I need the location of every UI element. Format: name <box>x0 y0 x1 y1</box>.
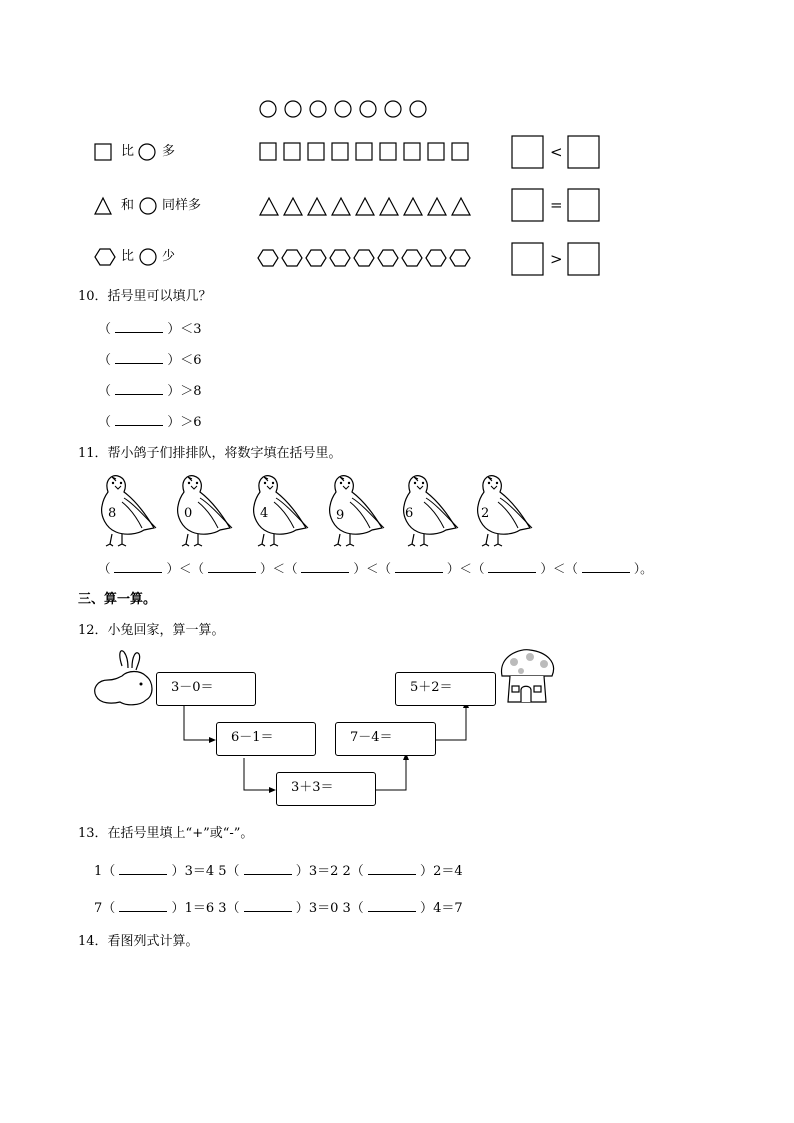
equation-box[interactable]: 5＋2＝ <box>395 672 496 706</box>
answer-blank[interactable] <box>119 863 167 875</box>
answer-blank[interactable] <box>115 383 163 395</box>
equation-box[interactable]: 3＋3＝ <box>276 772 376 806</box>
operator: < <box>550 143 563 161</box>
q10-item: （ ）＞8 <box>98 384 202 399</box>
circle-row <box>260 101 426 117</box>
legend-text: 多 <box>162 144 176 159</box>
equation-box[interactable]: 3－0＝ <box>156 672 256 706</box>
pigeon-number: 9 <box>336 508 345 523</box>
section-title: 三、算一算。 <box>78 592 157 607</box>
q10-item: （ ）＞6 <box>98 415 202 430</box>
q13-row: 1（ ）3＝4 5（ ）3＝2 2（ ）2＝4 <box>94 864 463 879</box>
q13-row: 7（ ）1＝6 3（ ）3＝0 3（ ）4＝7 <box>94 901 463 916</box>
answer-box <box>512 243 543 275</box>
compare-figure <box>0 0 794 290</box>
answer-blank[interactable] <box>244 900 292 912</box>
legend-text: 少 <box>162 249 176 264</box>
legend-text: 同样多 <box>162 198 202 213</box>
equation-box[interactable]: 6－1＝ <box>216 722 316 756</box>
q10-item: （ ）＜3 <box>98 322 202 337</box>
operator: = <box>550 196 563 214</box>
square-row <box>260 143 468 160</box>
q10-title: 10．括号里可以填几？ <box>78 289 212 304</box>
square-icon <box>95 144 111 160</box>
answer-box <box>512 136 543 168</box>
mushroom-house-icon <box>502 650 554 702</box>
pigeon-number: 0 <box>184 506 193 521</box>
q12-title: 12．小兔回家，算一算。 <box>78 623 225 638</box>
answer-blank[interactable] <box>119 900 167 912</box>
operator: > <box>550 250 563 268</box>
triangle-icon <box>95 198 111 214</box>
answer-blank[interactable] <box>395 561 443 573</box>
q13-title: 13．在括号里填上“+”或“-”。 <box>78 826 254 841</box>
pigeon-number: 2 <box>481 506 490 521</box>
hexagon-icon <box>95 249 115 265</box>
q14-title: 14．看图列式计算。 <box>78 934 199 949</box>
hexagon-row <box>258 250 470 266</box>
circle-icon <box>140 249 156 265</box>
answer-blank[interactable] <box>115 414 163 426</box>
circle-icon <box>139 144 155 160</box>
answer-blank[interactable] <box>368 900 416 912</box>
rabbit-icon <box>95 651 152 705</box>
answer-blank[interactable] <box>115 321 163 333</box>
answer-box <box>568 189 599 221</box>
q11-order-row: （ ）＜（ ）＜（ ）＜（ ）＜（ ）＜（ ）。 <box>98 561 653 576</box>
pigeon-number: 4 <box>260 506 269 521</box>
triangle-row <box>260 198 470 215</box>
answer-blank[interactable] <box>114 561 162 573</box>
answer-blank[interactable] <box>115 352 163 364</box>
answer-blank[interactable] <box>582 561 630 573</box>
answer-blank[interactable] <box>301 561 349 573</box>
q10-item: （ ）＜6 <box>98 353 202 368</box>
answer-blank[interactable] <box>208 561 256 573</box>
answer-box <box>568 136 599 168</box>
answer-blank[interactable] <box>488 561 536 573</box>
pigeon-number: 8 <box>108 506 117 521</box>
q11-title: 11．帮小鸽子们排排队，将数字填在括号里。 <box>78 446 342 461</box>
pigeon-number: 6 <box>405 506 414 521</box>
legend-text: 和 <box>121 198 135 213</box>
circle-icon <box>140 198 156 214</box>
answer-box <box>512 189 543 221</box>
answer-blank[interactable] <box>244 863 292 875</box>
legend-text: 比 <box>121 249 135 264</box>
answer-box <box>568 243 599 275</box>
answer-blank[interactable] <box>368 863 416 875</box>
legend-text: 比 <box>121 144 135 159</box>
equation-box[interactable]: 7－4＝ <box>335 722 436 756</box>
